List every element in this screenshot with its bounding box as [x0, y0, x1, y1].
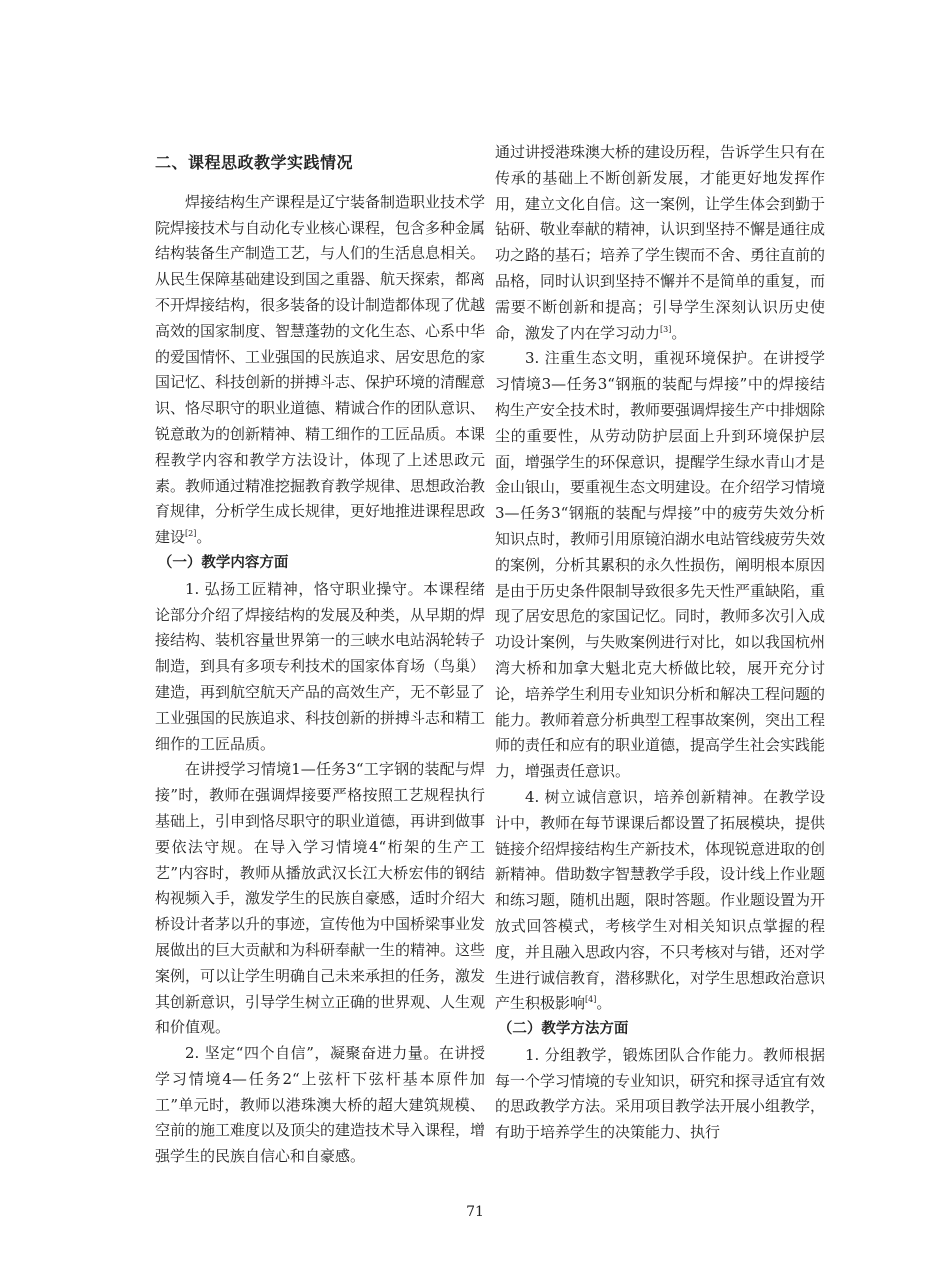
paragraph-continued: 通过讲授港珠澳大桥的建设历程，告诉学生只有在传承的基础上不断创新发展，才能更好地发挥作用，建立文化自信。这一案例，让学生体会到勤于钻研、敬业奉献的精神，认识到坚持不懈是通往成功之路的基石；培养了学生锲而不舍、勇往直前的品格，同时认识到坚持不懈并不是简单的重复，而需要不断创新和提高；引导学生深刻认识历史使命，激发了内在学习动力[3]。 [495, 143, 826, 342]
citation-ref: [3] [660, 324, 672, 334]
subsection-heading-method: （二）教学方法方面 [497, 1021, 629, 1038]
paragraph-case-study: 在讲授学习情境1—任务3“工字钢的装配与焊接”时，教师在强调焊接要严格按照工艺规程执行基础上，引申到恪尽职守的职业道德，再讲到做事要依法守规。在导入学习情境4“桁架的生产工艺”内容时，教师从播放武汉长江大桥宏伟的钢结构视频入手，激发学生的民族自豪感，适时介绍大桥设计者茅以升的事迹，宣传他为中国桥梁事业发展做出的巨大贡献和为科研奉献一生的精神。这些案例，可以让学生明确自己未来承担的任务，激发其创新意识，引导学生树立正确的世界观、人生观和价值观。 [155, 760, 486, 1037]
page-number: 71 [466, 1204, 484, 1220]
citation-ref: [4] [585, 995, 597, 1005]
paragraph-confidence: 2. 坚定“四个自信”，凝聚奋进力量。在讲授学习情境4—任务2“上弦杆下弦杆基本原件加工”单元时，教师以港珠澳大桥的超大建筑规模、空前的施工难度以及顶尖的建造技术导入课程，增强学生的民族自信心和自豪感。 [155, 1044, 486, 1166]
subsection-heading-content: （一）教学内容方面 [157, 554, 289, 571]
section-heading: 二、课程思政教学实践情况 [155, 153, 354, 172]
paragraph-group-teaching: 1. 分组教学，锻炼团队合作能力。教师根据每一个学习情境的专业知识，研究和探寻适宜有效的思政教学方法。采用项目教学法开展小组教学，有助于培养学生的决策能力、执行 [495, 1045, 826, 1142]
paragraph-intro: 焊接结构生产课程是辽宁装备制造职业技术学院焊接技术与自动化专业核心课程，包含多种金属结构装备生产制造工艺，与人们的生活息息相关。从民生保障基础建设到国之重器、航天探索，都离不开焊接结构，很多装备的设计制造都体现了优越高效的国家制度、智慧蓬勃的文化生态、心系中华的爱国情怀、工业强国的民族追求、居安思危的家国记忆、科技创新的拼搏斗志、保护环境的清醒意识、恪尽职守的职业道德、精诚合作的团队意识、锐意敢为的创新精神、精工细作的工匠品质。本课程教学内容和教学方法设计，体现了上述思政元素。教师通过精准挖掘教育教学规律、思想政治教育规律，分析学生成长规律，更好地推进课程思政建设[2]。 [155, 192, 486, 547]
paragraph-ecology: 3. 注重生态文明，重视环境保护。在讲授学习情境3—任务3“钢瓶的装配与焊接”中的焊接结构生产安全技术时，教师要强调焊接生产中排烟除尘的重要性，从劳动防护层面上升到环境保护层面，增强学生的环保意识，提醒学生绿水青山才是金山银山，要重视生态文明建设。在介绍学习情境3—任务3“钢瓶的装配与焊接”中的疲劳失效分析知识点时，教师引用原镜泊湖水电站管线疲劳失效的案例，分析其累积的永久性损伤，阐明根本原因是由于历史条件限制导致很多先天性严重缺陷，重现了居安思危的家国记忆。同时，教师多次引入成功设计案例，与失败案例进行对比，如以我国杭州湾大桥和加拿大魁北克大桥做比较，展开充分讨论，培养学生利用专业知识分析和解决工程问题的能力。教师着意分析典型工程事故案例，突出工程师的责任和应有的职业道德，提高学生社会实践能力，增强责任意识。 [495, 349, 826, 781]
paragraph-craftsmanship: 1. 弘扬工匠精神，恪守职业操守。本课程绪论部分介绍了焊接结构的发展及种类，从早期的焊接结构、装机容量世界第一的三峡水电站涡轮转子制造，到具有多项专利技术的国家体育场（鸟巢）建造，再到航空航天产品的高效生产，无不彰显了工业强国的民族追求、科技创新的拼搏斗志和精工细作的工匠品质。 [155, 579, 486, 753]
citation-ref: [2] [185, 529, 197, 539]
left-column [155, 140, 485, 1170]
right-column [495, 140, 825, 1146]
paragraph-integrity: 4. 树立诚信意识，培养创新精神。在教学设计中，教师在每节课课后都设置了拓展模块，提供链接介绍焊接结构生产新技术，体现锐意进取的创新精神。借助数字智慧教学手段，设计线上作业题和练习题，随机出题，限时答题。作业题设置为开放式回答模式，考核学生对相关知识点掌握的程度，并且融入思政内容，不只考核对与错，还对学生进行诚信教育，潜移默化，对学生思想政治意识产生积极影响[4]。 [495, 787, 826, 1013]
